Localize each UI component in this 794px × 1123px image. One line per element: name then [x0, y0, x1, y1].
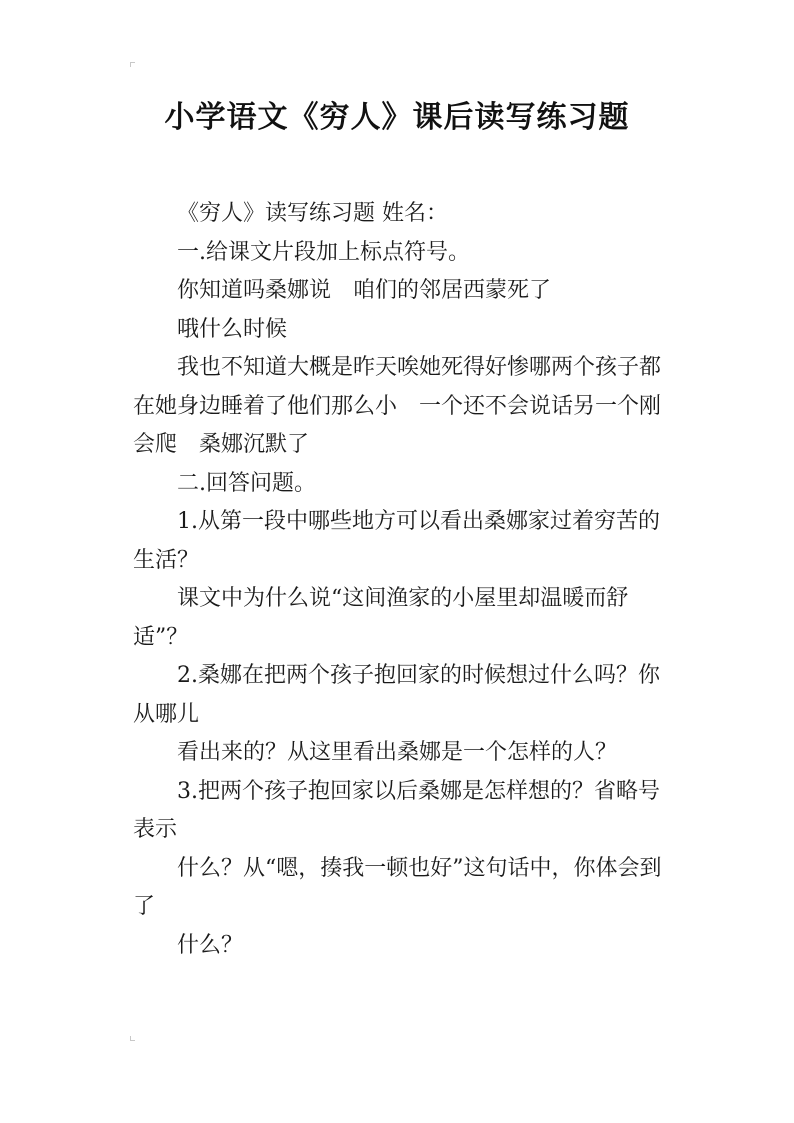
- document-body: [133, 195, 663, 965]
- paragraph: 课文中为什么说“这间渔家的小屋里却温暖而舒适”？: [133, 586, 629, 650]
- paragraph: 我也不知道大概是昨天唉她死得好惨哪两个孩子都在她身边睡着了他们那么小 一个还不会说话另一个刚会爬 桑娜沉默了: [133, 355, 662, 457]
- paragraph: 什么？: [177, 932, 244, 958]
- paragraph: 哦什么时候: [177, 316, 288, 342]
- paragraph: 你知道吗桑娜说 咱们的邻居西蒙死了: [177, 278, 552, 303]
- paragraph: 2.桑娜在把两个孩子抱回家的时候想过什么吗？你从哪儿: [133, 663, 660, 727]
- paragraph: 《穷人》读写练习题 姓名：: [177, 201, 448, 226]
- paragraph: 一.给课文片段加上标点符号。: [177, 239, 470, 265]
- crop-mark: [130, 1036, 135, 1041]
- paragraph: 3.把两个孩子抱回家以后桑娜是怎样想的？省略号表示: [133, 778, 660, 842]
- paragraph: 看出来的？从这里看出桑娜是一个怎样的人？: [177, 740, 618, 765]
- crop-mark: [130, 62, 135, 67]
- paragraph: 什么？从“嗯，揍我一顿也好”这句话中，你体会到了: [133, 855, 662, 919]
- document-title: 小学语文《穷人》课后读写练习题: [164, 100, 630, 135]
- paragraph: 1.从第一段中哪些地方可以看出桑娜家过着穷苦的生活？: [133, 509, 660, 573]
- paragraph: 二.回答问题。: [177, 470, 316, 496]
